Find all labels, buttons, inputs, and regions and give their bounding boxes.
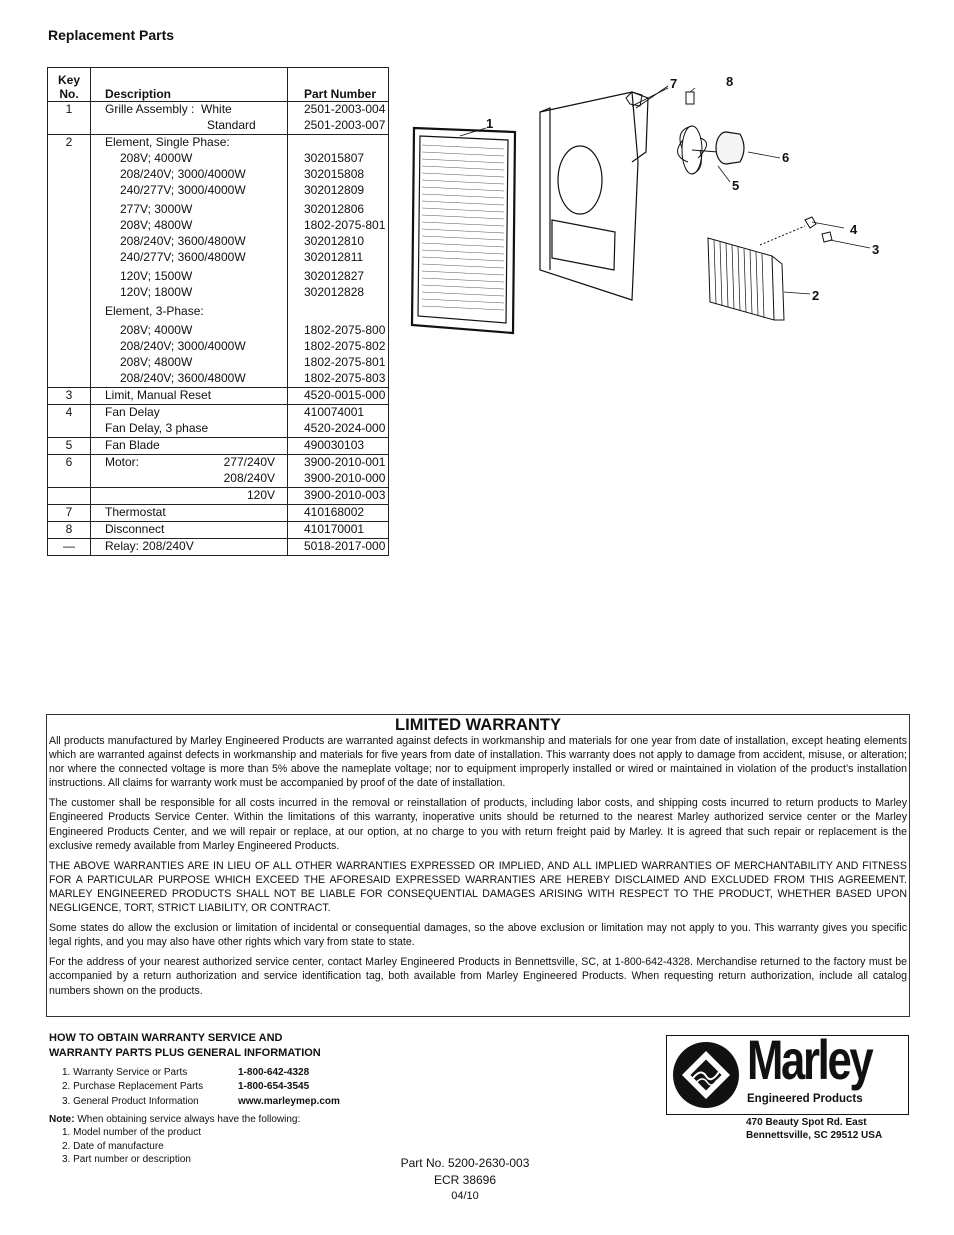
exploded-parts-diagram	[400, 70, 890, 340]
part-description: Fan Delay Fan Delay, 3 phase	[91, 405, 288, 438]
key-number: 5	[48, 438, 91, 455]
disconnect	[686, 92, 694, 104]
part-number-cell: 410168002	[288, 505, 389, 522]
part-number-cell: 490030103	[288, 438, 389, 455]
warranty-paragraph: Some states do allow the exclusion or limitation of incidental or consequential damages, so the above exclusion or limitation may not apply to you. This warranty gives you specific legal rights, and you may also have other rights which vary from state to state.	[49, 922, 907, 949]
key-number: 2	[48, 135, 91, 388]
part-number-cell: 302015807 302015808 302012809 302012806 1802-2075-801 302012810 302012811 302012827 302012828 1802-2075-800 1802-2075-802 1802-2075-801 1802-2075-803	[288, 135, 389, 388]
callout-8: 8	[726, 74, 734, 89]
service-contacts	[62, 1066, 340, 1109]
parts-row	[48, 438, 389, 455]
part-number-cell: 2501-2003-004 2501-2003-007	[288, 102, 389, 135]
header-key: Key No.	[48, 68, 91, 102]
part-description: Thermostat	[91, 505, 288, 522]
part-number-cell: 3900-2010-003	[288, 488, 389, 505]
grille-assembly	[412, 128, 515, 333]
heating-element	[708, 238, 784, 320]
service-item: 2. Purchase Replacement Parts 1-800-654-3545	[62, 1081, 310, 1093]
warranty-paragraph: THE ABOVE WARRANTIES ARE IN LIEU OF ALL OTHER WARRANTIES EXPRESSED OR IMPLIED, AND ALL IMPLIED WARRANTIES OF MERCHANTABILITY AND FITNESS FOR A PARTICULAR PURPOSE WHICH EXCEED THE AFORESAID EXPRESSED WARRANTIES ARE HEREBY DISCLAIMED AND EXCLUDED FROM THIS AGREEMENT. MARLEY ENGINEERED PRODUCTS SHALL NOT BE LIABLE FOR CONSEQUENTIAL DAMAGES ARISING WITH RESPECT TO THE PRODUCT, WHETHER BASED UPON NEGLIGENCE, TORT, STRICT LIABILITY, OR CONTRACT.	[49, 859, 907, 915]
part-description: Motor: 277/240V 208/240V	[91, 455, 288, 488]
key-number: 1	[48, 102, 91, 135]
part-description: 120V	[91, 488, 288, 505]
part-number: Part No. 5200-2630-003	[400, 1156, 530, 1170]
ecr-number: ECR 38696	[433, 1172, 497, 1187]
fan-blade	[678, 126, 718, 174]
parts-row	[48, 405, 389, 438]
key-number: 6	[48, 455, 91, 488]
marley-emblem-icon	[671, 1040, 741, 1110]
parts-row	[48, 102, 389, 135]
chassis	[540, 92, 648, 300]
key-number: 3	[48, 388, 91, 405]
revision-date: 04/10	[451, 1190, 479, 1202]
logo-wordmark: Marley	[747, 1028, 872, 1091]
key-number: 8	[48, 522, 91, 539]
logo-subtitle: Engineered Products	[747, 1093, 863, 1105]
part-description: Disconnect	[91, 522, 288, 539]
phone-parts[interactable]: 1-800-654-3545	[238, 1081, 310, 1093]
phone-warranty[interactable]: 1-800-642-4328	[238, 1067, 310, 1078]
key-number: 7	[48, 505, 91, 522]
callout-2: 2	[812, 288, 820, 303]
warranty-title: LIMITED WARRANTY	[395, 716, 561, 734]
header-part-number: Part Number	[288, 68, 389, 102]
warranty-paragraph: All products manufactured by Marley Engineered Products are warranted against defects in workmanship and materials for one year from date of installation, except heating elements which are warranted against defects in workmanship and materials for five years from date of installation. This warranty does not apply to damage from accident, misuse, or alteration; nor where the connected voltage is more than 5% above the nameplate voltage; nor to equipment improperly installed or wired or maintained in violation of the product’s installation instructions. All claims for warranty work must be accompanied by proof of the date of installation.	[49, 735, 907, 790]
callout-7: 7	[670, 76, 678, 91]
warranty-paragraph: The customer shall be responsible for all costs incurred in the removal or reinstallation of products, including labor costs, and shipping costs incurred to return products to Marley Engineered Products Service Center. Within the limitations of this warranty, inoperative units should be returned to the nearest Marley authorized service center or the Marley Engineered Products Center, and we will repair or replace, at our option, at no charge to you with return freight paid by Marley. It is agreed that such repair or replacement is the exclusive remedy available from Marley Engineered Products.	[49, 797, 907, 852]
part-description: Grille Assembly : White Standard	[91, 102, 288, 135]
callout-6: 6	[782, 150, 790, 165]
part-number-cell: 410074001 4520-2024-000	[288, 405, 389, 438]
part-number-cell: 4520-0015-000	[288, 388, 389, 405]
parts-row	[48, 135, 389, 388]
parts-row	[48, 488, 389, 505]
parts-row	[48, 388, 389, 405]
marley-logo	[666, 1028, 909, 1115]
replacement-parts-table	[47, 67, 389, 556]
part-description: Relay: 208/240V	[91, 539, 288, 556]
key-number: 4	[48, 405, 91, 438]
callout-1: 1	[486, 116, 494, 131]
part-number-cell: 3900-2010-001 3900-2010-000	[288, 455, 389, 488]
parts-row	[48, 539, 389, 556]
motor	[716, 132, 744, 164]
limited-warranty-box	[46, 714, 910, 1017]
parts-row	[48, 455, 389, 488]
note-item: 2. Date of manufacture	[62, 1140, 164, 1152]
limit-and-fan-delay	[760, 217, 832, 245]
service-note: Note: When obtaining service always have the following: 1. Model number of the product 2. Date of manufacture 3. Part number or description	[49, 1114, 301, 1165]
warranty-paragraph: For the address of your nearest authorized service center, contact Marley Engineered Products in Bennettsville, SC, at 1-800-642-4328. Merchandise returned to the factory must be accompanied by a return authorization and service identification tag, both available from Marley Engineered Products. When requesting return authorization, include all catalog numbers shown on the products.	[49, 956, 907, 997]
part-description: Element, Single Phase: 208V; 4000W 208/240V; 3000/4000W 240/277V; 3000/4000W 277V; 3000W 208V; 4800W 208/240V; 3600/4800W 240/277V; 3600/4800W 120V; 1500W 120V; 1800W Element, 3-Phase: 208V; 4000W 208/240V; 3000/4000W 208V; 4800W 208/240V; 3600/4800W	[91, 135, 288, 388]
parts-row	[48, 522, 389, 539]
callout-4: 4	[850, 222, 858, 237]
callout-3: 3	[872, 242, 880, 257]
part-description: Limit, Manual Reset	[91, 388, 288, 405]
service-item: 1. Warranty Service or Parts 1-800-642-4328	[62, 1067, 310, 1078]
note-item: 3. Part number or description	[62, 1153, 191, 1165]
website-link[interactable]: www.marleymep.com	[238, 1095, 340, 1107]
service-heading: HOW TO OBTAIN WARRANTY SERVICE AND WARRANTY PARTS PLUS GENERAL INFORMATION	[49, 1032, 321, 1059]
company-address: 470 Beauty Spot Rd. East Bennettsville, SC 29512 USA	[746, 1117, 883, 1141]
callout-5: 5	[732, 178, 740, 193]
document-footer	[380, 1155, 550, 1205]
part-number-cell: 410170001	[288, 522, 389, 539]
part-number-cell: 5018-2017-000	[288, 539, 389, 556]
service-item: 3. General Product Information www.marleymep.com	[62, 1095, 340, 1107]
parts-row	[48, 505, 389, 522]
section-title: Replacement Parts	[48, 27, 175, 43]
header-description: Description	[91, 68, 288, 102]
key-number: —	[48, 539, 91, 556]
key-number	[48, 488, 91, 505]
note-item: 1. Model number of the product	[62, 1127, 201, 1139]
part-description: Fan Blade	[91, 438, 288, 455]
